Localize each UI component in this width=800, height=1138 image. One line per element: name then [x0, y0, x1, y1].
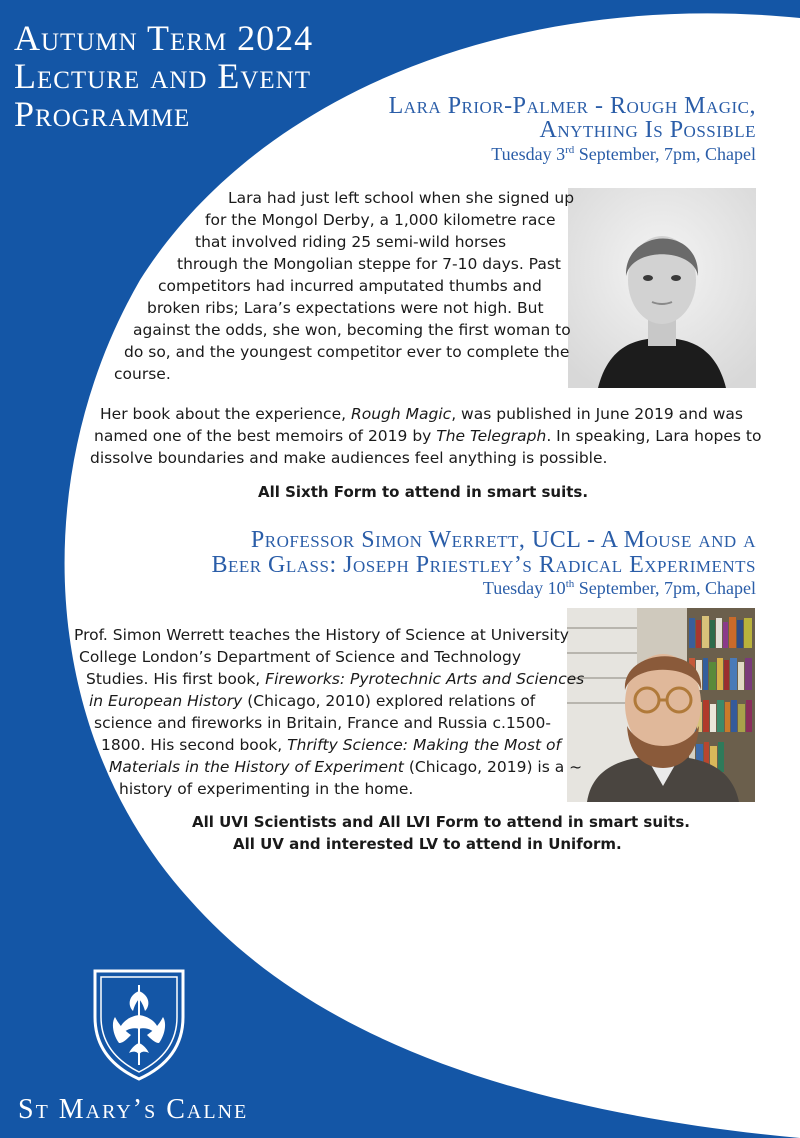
event1-text-line: course. [114, 365, 171, 383]
event2-text-line: College London’s Department of Science and Technology [79, 648, 522, 666]
event1-para2-line: dissolve boundaries and make audiences feel anything is possible. [90, 449, 608, 467]
event1-title-line-1: Lara Prior-Palmer - Rough Magic, [388, 93, 756, 119]
event2-text-line: Prof. Simon Werrett teaches the History of Science at University [74, 626, 569, 644]
event2-title-line-1: Professor Simon Werrett, UCL - A Mouse and a [250, 527, 756, 553]
event1-text-line: for the Mongol Derby, a 1,000 kilometre race [205, 211, 556, 229]
speaker-photo-lara [568, 188, 756, 388]
event1-para2-line: named one of the best memoirs of 2019 by The Telegraph. In speaking, Lara hopes to [94, 427, 762, 445]
event2-text-line: 1800. His second book, Thrifty Science: Making the Most of [101, 736, 561, 754]
event1-para2-line: Her book about the experience, Rough Magic, was published in June 2019 and was [100, 405, 744, 423]
event1-text-line: broken ribs; Lara’s expectations were not high. But [147, 299, 544, 317]
event2-attendance-note-1: All UVI Scientists and All LVI Form to attend in smart suits. [192, 813, 690, 831]
event1-text-line: do so, and the youngest competitor ever to complete the [124, 343, 570, 361]
event2-date: Tuesday 10th September, 7pm, Chapel [482, 578, 756, 598]
event2-attendance-note-2: All UV and interested LV to attend in Uniform. [233, 835, 622, 853]
speaker-photo-simon [567, 608, 755, 802]
event1-text-line: through the Mongolian steppe for 7-10 days. Past [177, 255, 561, 273]
event1-text-line: against the odds, she won, becoming the first woman to [133, 321, 571, 339]
page-title-line-3: Programme [14, 94, 191, 134]
event1-text-line: competitors had incurred amputated thumbs and [158, 277, 542, 295]
event1-title-line-2: Anything Is Possible [539, 117, 756, 143]
school-name: St Mary’s Calne [18, 1094, 249, 1125]
event2-text-line: in European History (Chicago, 2010) explored relations of [89, 692, 536, 710]
event1-text-line: that involved riding 25 semi-wild horses [195, 233, 507, 251]
event2-text-line: history of experimenting in the home. [119, 780, 414, 798]
page-title-line-2: Lecture and Event [14, 56, 312, 96]
event1-text-line: Lara had just left school when she signed up [228, 189, 575, 207]
event2-title-line-2: Beer Glass: Joseph Priestley’s Radical Experiments [211, 552, 756, 578]
event2-text-line: science and fireworks in Britain, France and Russia c.1500- [94, 714, 551, 732]
event2-text-line: Materials in the History of Experiment (Chicago, 2019) is a ~ [109, 758, 583, 776]
event1-date: Tuesday 3rd September, 7pm, Chapel [491, 144, 756, 164]
school-crest-icon [89, 965, 189, 1083]
event1-attendance-note: All Sixth Form to attend in smart suits. [258, 483, 589, 501]
page-title-line-1: Autumn Term 2024 [14, 18, 314, 58]
event2-text-line: Studies. His first book, Fireworks: Pyrotechnic Arts and Sciences [86, 670, 585, 688]
